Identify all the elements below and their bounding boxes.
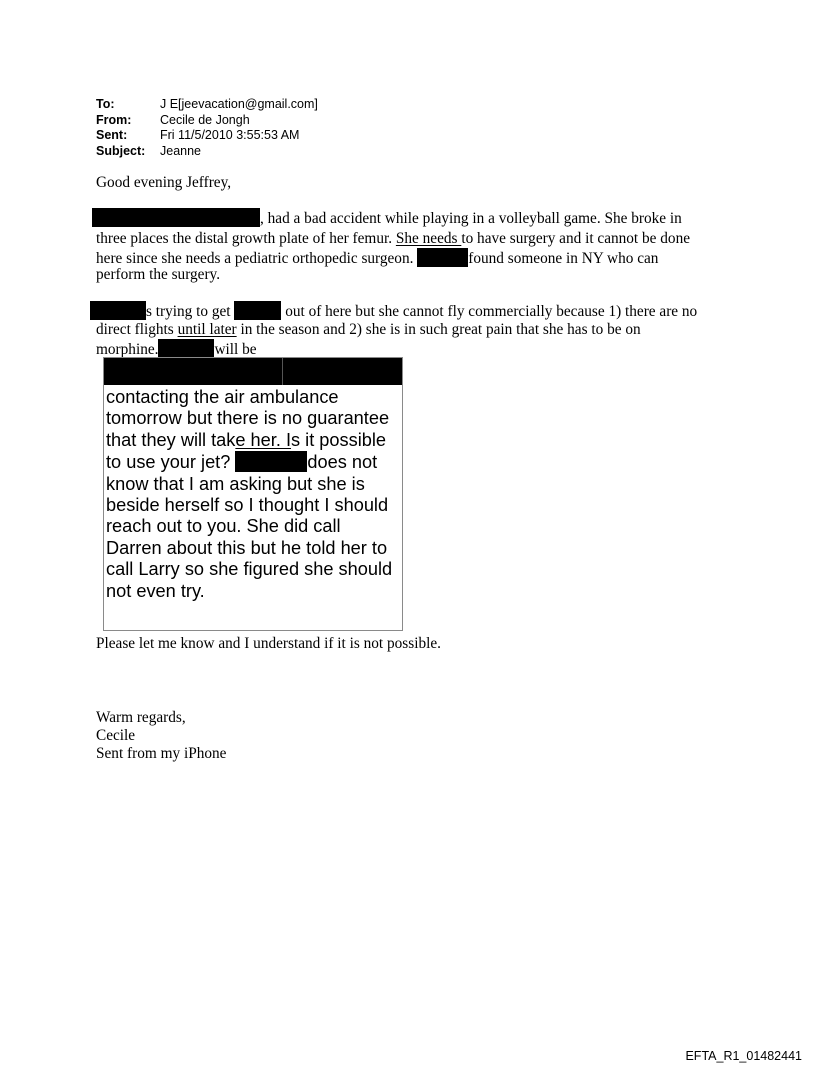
email-header	[96, 97, 318, 159]
greeting: Good evening Jeffrey,	[96, 174, 232, 191]
text-span: will be	[214, 341, 257, 358]
paragraph-1-line-1	[92, 208, 682, 228]
inset-line: know that I am asking but she is	[106, 473, 365, 494]
paragraph-2-line-3	[96, 339, 257, 359]
sent-label: Sent:	[96, 128, 128, 142]
text-span: e her. I	[235, 429, 292, 450]
paragraph-1-line-2	[96, 230, 690, 248]
paragraph-1-line-4: perform the surgery.	[96, 266, 221, 283]
text-span: in the season and 2) she is in such great pain that she has to be on	[236, 321, 641, 338]
redaction-block	[235, 451, 307, 472]
inset-line: call Larry so she figured she should	[106, 559, 393, 580]
to-value: J E[jeevacation@gmail.com]	[160, 97, 318, 111]
inset-line: tomorrow but there is no guarantee	[106, 408, 390, 429]
text-span: here since she needs a pediatric orthopedic surgeon.	[96, 250, 418, 267]
inset-line: reach out to you. She did call	[106, 516, 341, 537]
inset-text-box	[103, 357, 403, 631]
inset-line: beside herself so I thought I should	[106, 495, 389, 516]
redaction-block	[158, 339, 214, 358]
redaction-separator	[282, 358, 283, 385]
redaction-block	[90, 301, 146, 320]
text-span: to use your jet?	[106, 452, 236, 473]
signature-name: Cecile	[96, 727, 136, 744]
regards: Warm regards,	[96, 709, 186, 726]
subject-row	[96, 144, 318, 160]
paragraph-1-line-3	[96, 248, 658, 268]
inset-line: contacting the air ambulance	[106, 387, 339, 407]
redaction-block	[92, 208, 260, 227]
text-span: until later	[177, 321, 237, 338]
text-span: She needs	[395, 230, 462, 247]
text-span: s trying to get	[146, 303, 235, 320]
sent-value: Fri 11/5/2010 3:55:53 AM	[160, 128, 300, 142]
inset-text	[106, 387, 392, 602]
redaction-block	[234, 301, 281, 320]
to-row	[96, 97, 318, 113]
subject-value: Jeanne	[160, 143, 202, 158]
from-value: Cecile de Jongh	[160, 112, 250, 127]
redaction-block	[417, 248, 468, 267]
text-span: out of here but she cannot fly commercially because 1) there are no	[281, 303, 698, 320]
text-span: three places the distal growth plate of her femur.	[96, 230, 396, 247]
paragraph-2-line-2	[96, 321, 641, 339]
text-span: found someone in NY who can	[468, 250, 659, 267]
subject-label: Subject:	[96, 143, 146, 158]
inset-line	[106, 430, 392, 451]
text-span: to have surgery and it cannot be done	[461, 230, 691, 247]
document-id: EFTA_R1_01482441	[685, 1049, 802, 1063]
paragraph-2-line-1	[90, 301, 697, 321]
text-span: that they will tak	[106, 429, 236, 450]
sent-from-line: Sent from my iPhone	[96, 745, 227, 762]
inset-line: Darren about this but he told her to	[106, 537, 388, 558]
redaction-bar	[104, 358, 402, 385]
text-span: , had a bad accident while playing in a volleyball game. She broke in	[260, 210, 682, 227]
sent-row	[96, 128, 318, 144]
inset-line	[106, 451, 392, 473]
from-row	[96, 113, 318, 129]
to-label: To:	[96, 97, 115, 111]
text-span: does not	[307, 452, 378, 473]
text-span: s it possible	[291, 429, 387, 450]
text-span: direct flights	[96, 321, 178, 338]
inset-line: not even try.	[106, 580, 205, 601]
from-label: From:	[96, 112, 132, 127]
text-span: morphine.	[96, 341, 159, 358]
closing-line: Please let me know and I understand if it is not possible.	[96, 635, 441, 652]
